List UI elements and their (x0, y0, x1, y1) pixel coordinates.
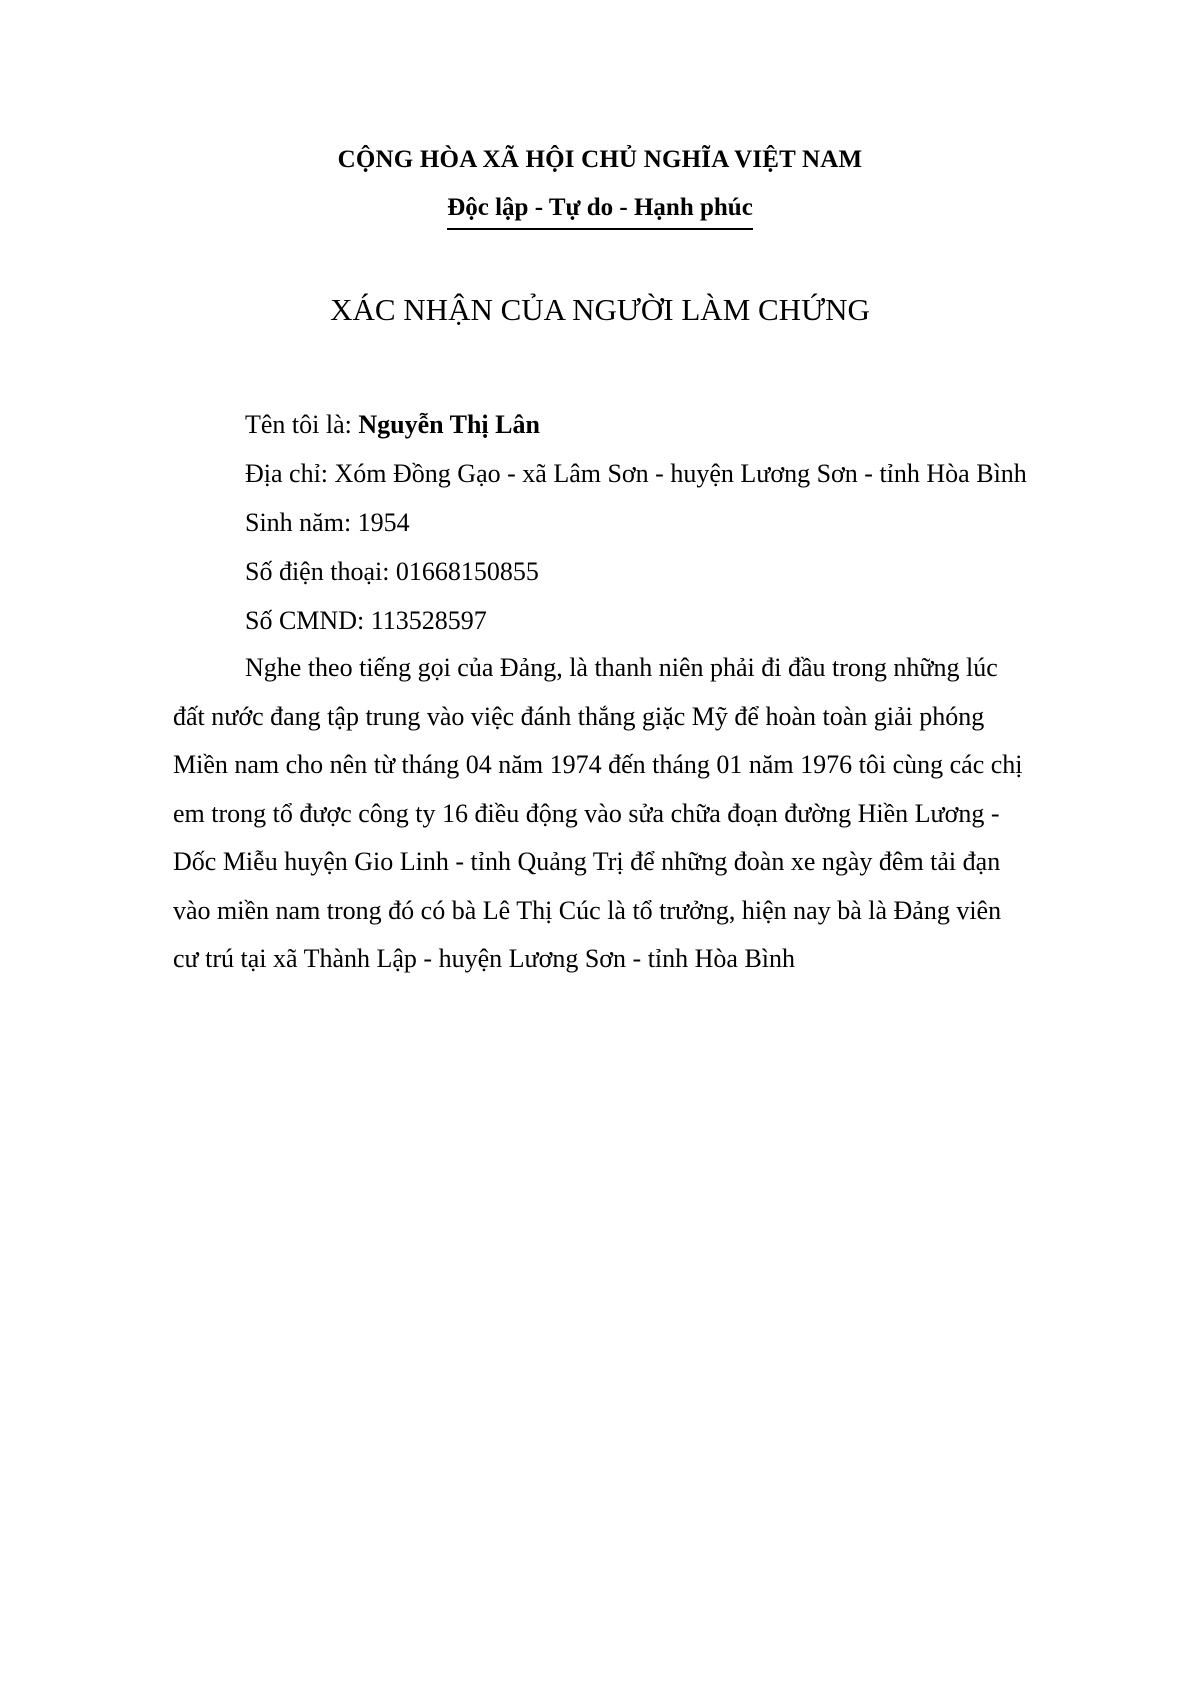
country-name: CỘNG HÒA XÃ HỘI CHỦ NGHĨA VIỆT NAM (337, 146, 863, 173)
national-header (0, 140, 1200, 230)
witness-info (245, 400, 1125, 645)
paragraph-line: Dốc Miễu huyện Gio Linh - tỉnh Quảng Trị để những đoàn xe ngày đêm tải đạn (173, 847, 1001, 876)
paragraph-line: cư trú tại xã Thành Lập - huyện Lương Sơn - tỉnh Hòa Bình (173, 944, 796, 973)
birth-year-line: Sinh năm: 1954 (245, 508, 410, 537)
phone-line: Số điện thoại: 01668150855 (245, 557, 539, 586)
id-number-line: Số CMND: 113528597 (245, 606, 487, 635)
paragraph-line: vào miền nam trong đó có bà Lê Thị Cúc là tổ trưởng, hiện nay bà là Đảng viên (173, 895, 1002, 925)
name-value: Nguyễn Thị Lân (358, 410, 540, 439)
name-label: Tên tôi là: (245, 410, 359, 439)
statement-paragraph (173, 644, 1093, 984)
paragraph-line: Nghe theo tiếng gọi của Đảng, là thanh niên phải đi đầu trong những lúc (245, 653, 998, 682)
national-motto: Độc lập - Tự do - Hạnh phúc (447, 190, 753, 230)
name-line (245, 400, 1125, 449)
document-title: XÁC NHẬN CỦA NGƯỜI LÀM CHỨNG (330, 292, 870, 327)
paragraph-line: đất nước đang tập trung vào việc đánh thắng giặc Mỹ để hoàn toàn giải phóng (173, 701, 985, 731)
address-line: Địa chỉ: Xóm Đồng Gạo - xã Lâm Sơn - huyện Lương Sơn - tỉnh Hòa Bình (245, 459, 1027, 488)
paragraph-line: em trong tổ được công ty 16 điều động vào sửa chữa đoạn đường Hiền Lương - (173, 798, 1000, 828)
paragraph-line: Miền nam cho nên từ tháng 04 năm 1974 đến tháng 01 năm 1976 tôi cùng các chị (173, 750, 1023, 779)
